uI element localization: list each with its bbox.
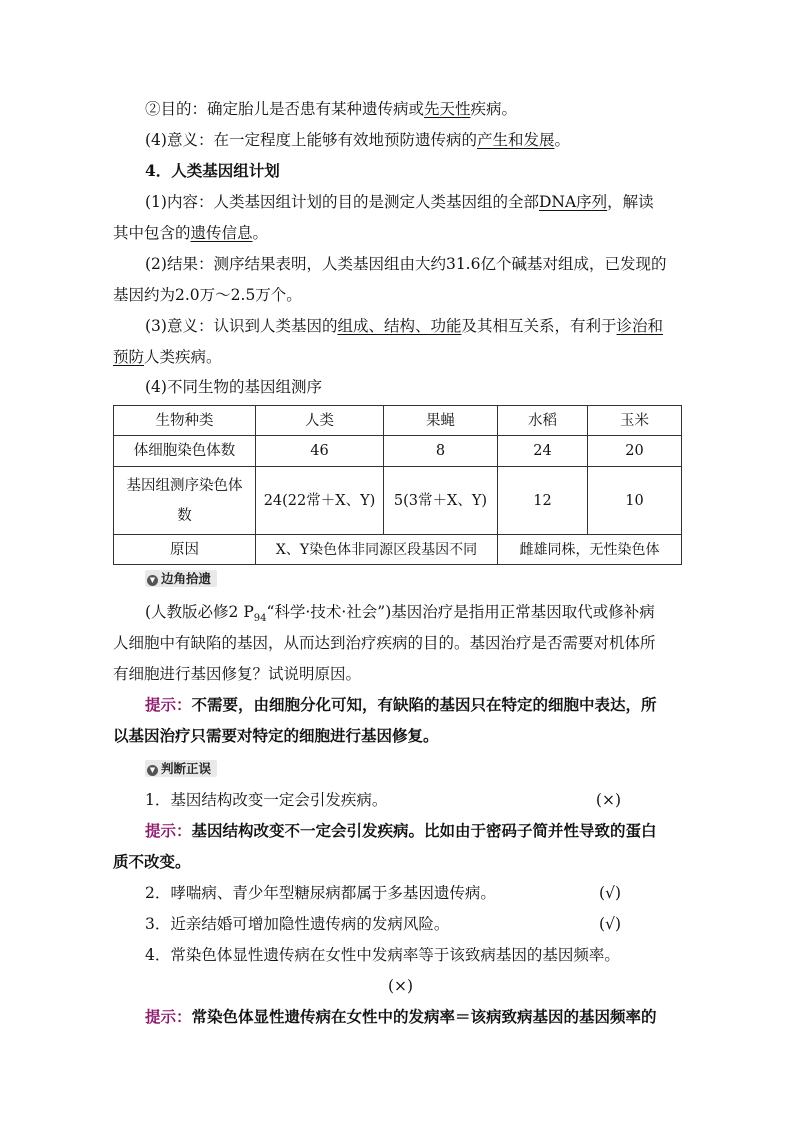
cell: 水稻 [498, 406, 588, 436]
p6: (4)不同生物的基因组测序 [145, 378, 322, 396]
cell: 24 [498, 436, 588, 467]
cell: 46 [256, 436, 384, 467]
cell: 5(3常＋X、Y) [384, 467, 498, 535]
cell: 原因 [114, 535, 256, 565]
genome-table [113, 405, 682, 565]
cell: X、Y染色体非同源区段基因不同 [256, 535, 498, 565]
judge-3: 3．近亲结婚可增加隐性遗传病的发病风险。 (√) [145, 915, 621, 933]
cell: 体细胞染色体数 [114, 436, 256, 467]
cell: 12 [498, 467, 588, 535]
cell: 玉米 [588, 406, 682, 436]
p5-line1: (3)意义：认识到人类基因的组成、结构、功能及其相互关系，有利于诊治和 [145, 317, 664, 335]
judge-1-hint-line2: 质不改变。 [113, 852, 191, 871]
judge-1-hint-line1: 提示：基因结构改变不一定会引发疾病。比如由于密码子简并性导致的蛋白 [145, 821, 657, 840]
p3-line2: 其中包含的遗传信息。 [113, 224, 269, 242]
cell: 8 [384, 436, 498, 467]
tag-edge-notes: ▼ 边角拾遗 [145, 570, 217, 587]
triangle-icon: ▼ [147, 765, 158, 776]
s1-line3: 有细胞进行基因修复？试说明原因。 [113, 665, 362, 683]
cell: 生物种类 [114, 406, 256, 436]
cell: 雌雄同株，无性染色体 [498, 535, 682, 565]
cell: 20 [588, 436, 682, 467]
s1-line2: 人细胞中有缺陷的基因，从而达到治疗疾病的目的。基因治疗是否需要对机体所 [113, 634, 656, 652]
p1: ②目的：确定胎儿是否患有某种遗传病或先天性疾病。 [145, 100, 518, 118]
s2-line2: 以基因治疗只需要对特定的细胞进行基因修复。 [113, 726, 439, 745]
cell: 人类 [256, 406, 384, 436]
cell: 24(22常＋X、Y) [256, 467, 384, 535]
judge-4: 4．常染色体显性遗传病在女性中发病率等于该致病基因的基因频率。 [145, 946, 620, 964]
heading-4: 4．人类基因组计划 [145, 161, 280, 180]
cell: 10 [588, 467, 682, 535]
judge-4-mark: (×) [388, 977, 414, 995]
cell: 基因组测序染色体 数 [114, 467, 256, 535]
triangle-icon: ▼ [147, 575, 158, 586]
judge-1: 1．基因结构改变一定会引发疾病。 (×) [145, 791, 621, 809]
p4-line1: (2)结果：测序结果表明，人类基因组由大约31.6亿个碱基对组成，已发现的 [145, 255, 667, 273]
judge-4-hint: 提示：常染色体显性遗传病在女性中的发病率＝该病致病基因的基因频率的 [145, 1007, 657, 1026]
p2: (4)意义：在一定程度上能够有效地预防遗传病的产生和发展。 [145, 131, 570, 149]
tag-true-false: ▼ 判断正误 [145, 760, 217, 777]
p3-line1: (1)内容：人类基因组计划的目的是测定人类基因组的全部DNA序列，解读 [145, 193, 654, 211]
p4-line2: 基因约为2.0万～2.5万个。 [113, 286, 302, 304]
p5-line2: 预防人类疾病。 [113, 348, 222, 366]
s2-line1: 提示：不需要，由细胞分化可知，有缺陷的基因只在特定的细胞中表达，所 [145, 695, 657, 714]
s1-line1: (人教版必修2 $P_{94}“$科学·技术·社会”)基因治疗是指用正常基因取代或修补病 [145, 603, 655, 625]
judge-2: 2．哮喘病、青少年型糖尿病都属于多基因遗传病。 (√) [145, 884, 621, 902]
cell: 果蝇 [384, 406, 498, 436]
